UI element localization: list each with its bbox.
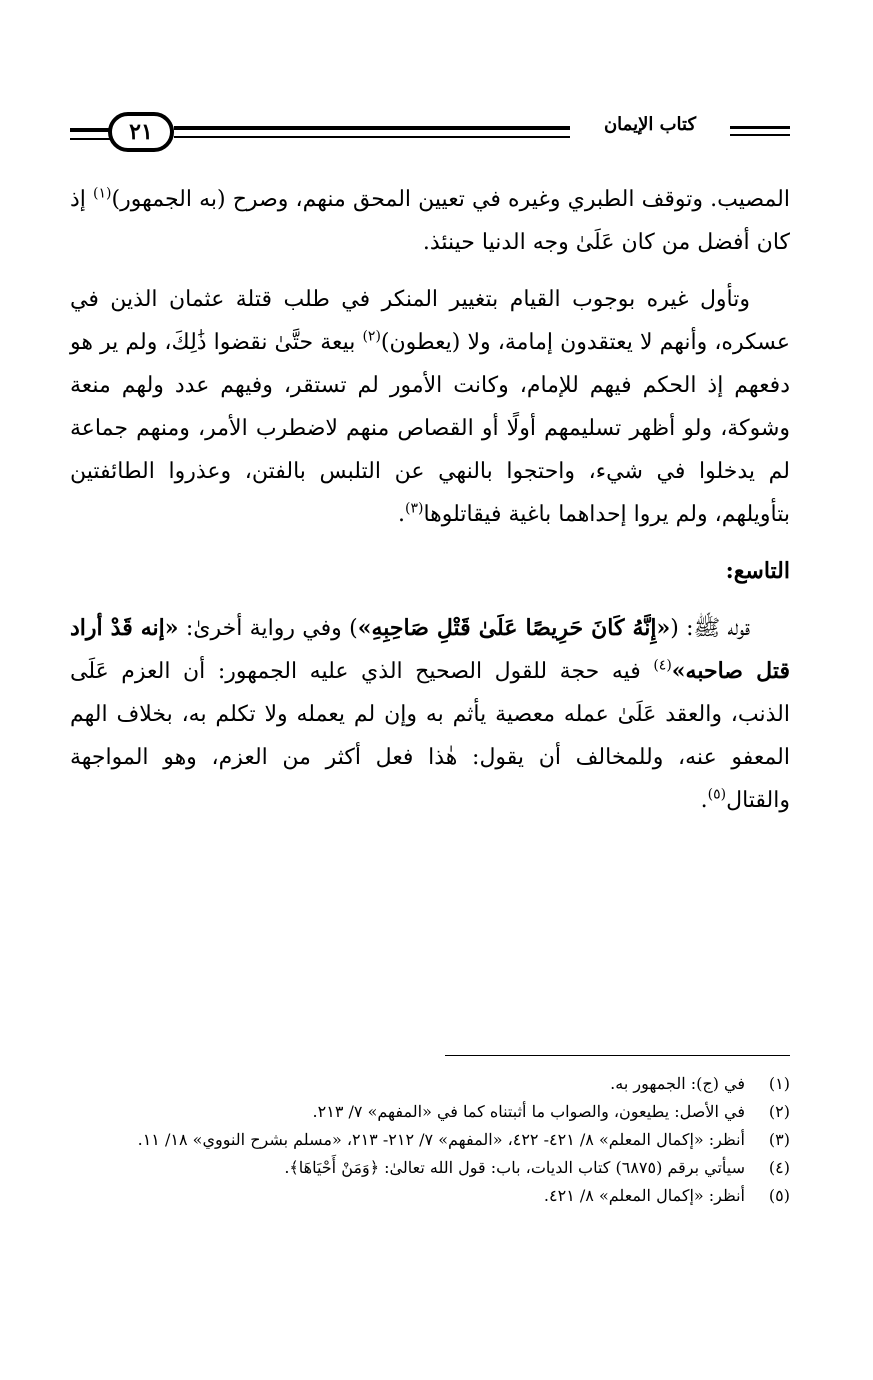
footnote-ref-2: (٢) bbox=[362, 328, 381, 345]
book-title: كتاب الإيمان bbox=[603, 114, 697, 135]
paragraph-3-mid: ) وفي رواية أخرىٰ: bbox=[178, 616, 358, 641]
footnote-number: (٥) bbox=[768, 1186, 790, 1205]
paragraph-3 bbox=[70, 607, 790, 822]
footnote-text: أنظر: «إكمال المعلم» ٨/ ٤٢١- ٤٢٢، «المفهم» ٧/ ٢١٢- ٢١٣، «مسلم بشرح النووي» ١٨/ ١١. bbox=[137, 1130, 745, 1149]
paragraph-1-text-b: إذ كان أفضل من كان عَلَىٰ وجه الدنيا حينئذ. bbox=[70, 187, 790, 255]
footnote-number: (٢) bbox=[768, 1102, 790, 1121]
paragraph-2 bbox=[70, 278, 790, 536]
footnote-ref-4: (٤) bbox=[653, 657, 672, 674]
footnote-text: في (ج): الجمهور به. bbox=[610, 1074, 745, 1093]
header-rule-middle-thin bbox=[174, 136, 570, 138]
paragraph-2-text-a: وتأول غيره بوجوب القيام بتغيير المنكر في طلب قتلة عثمان الذين في عسكره، وأنهم لا يعتقدون إمامة، ولا (يعطون) bbox=[70, 287, 791, 355]
header-rule-left-thin bbox=[70, 138, 110, 140]
footnote-ref-1: (١) bbox=[93, 185, 112, 202]
paragraph-2-text-b: بيعة حتَّىٰ نقضوا ذَٰلِكَ، ولم ير هو دفعهم إذ الحكم فيهم للإمام، وكانت الأمور لم تستقر، وفيهم عدد ولهم منعة وشوكة، ولو أظهر تسليمهم أولًا أو القصاص منهم لاضطرب الأمر، ومنهم جماعة لم يدخلوا في شيء، واحتجوا بالنهي عن التلبس بالفتن، وعذروا الطائفتين بتأويلهم، ولم يروا إحداهما باغية فيقاتلوها bbox=[70, 330, 790, 527]
footnote-ref-5: (٥) bbox=[707, 786, 727, 803]
paragraph-1 bbox=[70, 178, 790, 264]
footnote-divider bbox=[445, 1055, 790, 1056]
main-text bbox=[70, 178, 790, 836]
paragraph-3-lead: قوله ﷺ: ( bbox=[670, 616, 751, 641]
footnote-number: (٤) bbox=[768, 1158, 790, 1177]
header-rule-middle bbox=[174, 126, 570, 130]
page-number-badge bbox=[108, 112, 174, 152]
header-rule-right bbox=[730, 126, 790, 129]
paragraph-1-text-a: المصيب. وتوقف الطبري وغيره في تعيين المحق منهم، وصرح (به الجمهور) bbox=[111, 187, 790, 212]
footnote-number: (٣) bbox=[768, 1130, 790, 1149]
hadith-quote-2: «إنه قَدْ أراد قتل صاحبه» bbox=[70, 615, 790, 684]
footnote-1 bbox=[70, 1070, 790, 1098]
paragraph-2-text-c: . bbox=[397, 502, 405, 527]
footnote-2 bbox=[70, 1098, 790, 1126]
section-heading: التاسع: bbox=[725, 558, 790, 584]
paragraph-3-rest: فيه حجة للقول الصحيح الذي عليه الجمهور: أن العزم عَلَى الذنب، والعقد عَلَىٰ عمله معصية يأثم به وإن لم يعمله ولا تكلم به، بخلاف الهم المعفو عنه، وللمخالف أن يقول: هٰذا فعل أكثر من العزم، وهو المواجهة والقتال bbox=[70, 659, 790, 813]
footnote-5 bbox=[70, 1182, 790, 1210]
footnote-text: أنظر: «إكمال المعلم» ٨/ ٤٢١. bbox=[543, 1186, 745, 1205]
footnote-text: سيأتي برقم (٦٨٧٥) كتاب الديات، باب: قول الله تعالىٰ: ﴿وَمَنْ أَحْيَاهَا﴾. bbox=[284, 1158, 745, 1177]
footnotes bbox=[70, 1070, 790, 1210]
page-header bbox=[70, 112, 790, 162]
footnote-number: (١) bbox=[768, 1074, 790, 1093]
header-rule-right-thin bbox=[730, 134, 790, 136]
footnote-ref-3: (٣) bbox=[404, 500, 424, 517]
paragraph-3-end: . bbox=[700, 788, 708, 813]
page-number: ٢١ bbox=[129, 119, 153, 145]
header-rule-left bbox=[70, 128, 110, 132]
footnote-4 bbox=[70, 1154, 790, 1182]
footnote-3 bbox=[70, 1126, 790, 1154]
hadith-quote-1: «إِنَّهُ كَانَ حَرِيصًا عَلَىٰ قَتْلِ صَاحِبِهِ» bbox=[357, 615, 671, 641]
footnote-text: في الأصل: يطيعون، والصواب ما أثبتناه كما في «المفهم» ٧/ ٢١٣. bbox=[312, 1102, 745, 1121]
